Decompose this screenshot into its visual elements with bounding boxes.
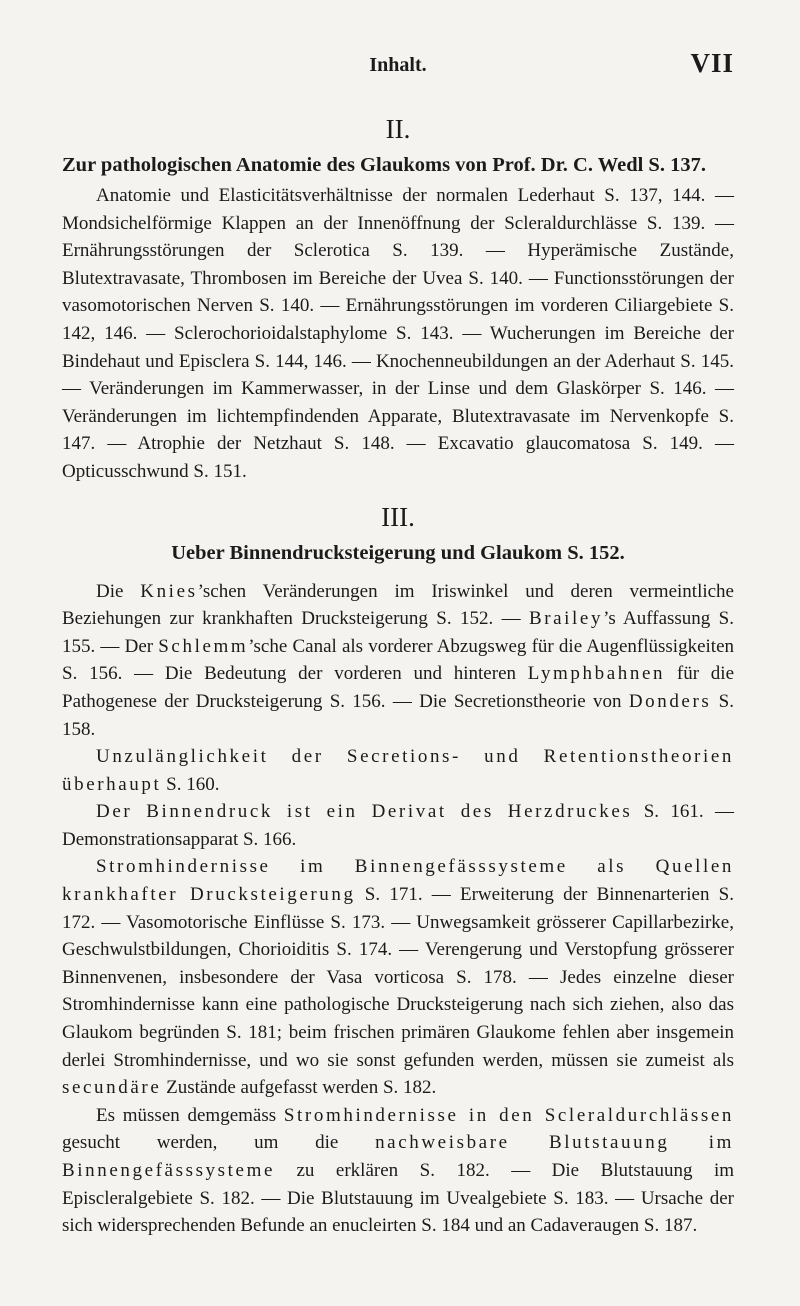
page-content: [62, 112, 734, 1240]
running-title: Inhalt.: [369, 54, 427, 76]
spaced-term-secundaere: secundäre: [62, 1077, 162, 1099]
spaced-name-donders: Donders: [628, 690, 712, 712]
spaced-term-lymphbahnen: Lymphbahnen: [527, 663, 666, 685]
spaced-emphasis: Stromhindernisse im Binnengefässsysteme als Quellen krankhafter Drucksteigerung: [62, 856, 734, 906]
section-iii-paragraph-5: [62, 1102, 734, 1240]
text-run: Die: [96, 580, 141, 602]
text-run: S. 158.: [62, 690, 734, 740]
section-iii-paragraph-1: [62, 578, 734, 744]
text-run: S. 171. — Erweiterung der Binnenarterien S. 172. — Vasomotorische Einflüsse S. 173. — Unwegsamkeit grösserer Capillarbezirke, Geschwulstbildungen, Chorioiditis S. 174. — Verengerung und Verstopfung grösserer Binnenvenen, insbesondere der Vasa vorticosa S. 178. — Jedes einzelne dieser Stromhindernisse kann eine pathologische Drucksteigerung nach sich ziehen, also das Glaukom begründen S. 181; beim frischen primären Glaukome fehlen aber insgemein derlei Stromhindernisse, und wo sie sonst gefunden werden, müssen sie zumeist als: [62, 884, 734, 1071]
section-iii-paragraph-4: [62, 853, 734, 1101]
spaced-name-schlemm: Schlemm: [158, 635, 249, 657]
text-run: S. 161. — Demonstrationsapparat S. 166.: [62, 801, 734, 850]
text-run: ’schen Veränderungen im Iriswinkel und deren vermeintliche Beziehungen zur krankhaften Drucksteigerung S. 152. —: [62, 580, 734, 630]
section-ii-paragraph: Anatomie und Elasticitätsverhältnisse der normalen Lederhaut S. 137, 144. — Mondsichelförmige Klappen an der Innenöffnung der Scleraldurchlässe S. 139. — Ernährungsstörungen der Sclerotica S. 139. — Hyperämische Zustände, Blutextravasate, Thrombosen im Bereiche der Uvea S. 140. — Functionsstörungen der vasomotorischen Nerven S. 140. — Ernährungsstörungen im vorderen Ciliargebiete S. 142, 146. — Sclerochorioidalstaphylome S. 143. — Wucherungen im Bereiche der Bindehaut und Episclera S. 144, 146. — Knochenneubildungen an der Aderhaut S. 145. — Veränderungen im Kammerwasser, in der Linse und dem Glaskörper S. 146. — Veränderungen im lichtempfindenden Apparate, Blutextravasate im Nervenkopfe S. 147. — Atrophie der Netzhaut S. 148. — Excavatio glaucomatosa S. 149. — Opticusschwund S. 151.: [62, 185, 734, 482]
text-run: ’s Auffassung S. 155. — Der: [62, 608, 734, 657]
spaced-emphasis: Unzulänglichkeit der Secretions- und Retentionstheorien überhaupt: [62, 746, 734, 795]
text-run: für die Pathogenese der Drucksteigerung S. 156. — Die Secretionstheorie von: [62, 663, 734, 712]
section-heading-iii: Ueber Binnendrucksteigerung und Glaukom S. 152.: [171, 541, 625, 564]
section-iii-paragraph-2: [62, 743, 734, 798]
spaced-emphasis: Stromhindernisse in den Scleraldurchlässen: [283, 1104, 734, 1126]
text-run: S. 160.: [161, 773, 220, 795]
spaced-name-knies: Knies: [140, 580, 198, 602]
spaced-emphasis: Der Binnendruck ist ein Derivat des Herzdruckes: [96, 801, 633, 823]
running-header: [62, 48, 734, 80]
section-heading-ii: Zur pathologischen Anatomie des Glaukoms von Prof. Dr. C. Wedl S. 137.: [62, 154, 706, 176]
text-run: gesucht werden, um die: [62, 1132, 376, 1154]
spaced-name-brailey: Brailey: [528, 608, 604, 630]
spaced-emphasis: nachweisbare Blutstauung im Binnengefässsysteme: [62, 1132, 734, 1181]
section-numeral-iii: III.: [381, 501, 415, 532]
text-run: Zustände aufgefasst werden S. 182.: [161, 1077, 437, 1099]
text-run: Es müssen demgemäss: [96, 1104, 284, 1126]
section-numeral-ii: II.: [385, 114, 411, 144]
section-iii-paragraph-3: [62, 798, 734, 853]
text-run: zu erklären S. 182. — Die Blutstauung im Episcleralgebiete S. 182. — Die Blutstauung im Uvealgebiete S. 183. — Ursache der sich widersprechenden Befunde an enucleirten S. 184 und an Cadaveraugen S. 187.: [62, 1160, 734, 1237]
page-number: VII: [690, 48, 734, 78]
text-run: ’sche Canal als vorderer Abzugsweg für die Augenflüssigkeiten S. 156. — Die Bedeutung der vorderen und hinteren: [62, 635, 734, 685]
